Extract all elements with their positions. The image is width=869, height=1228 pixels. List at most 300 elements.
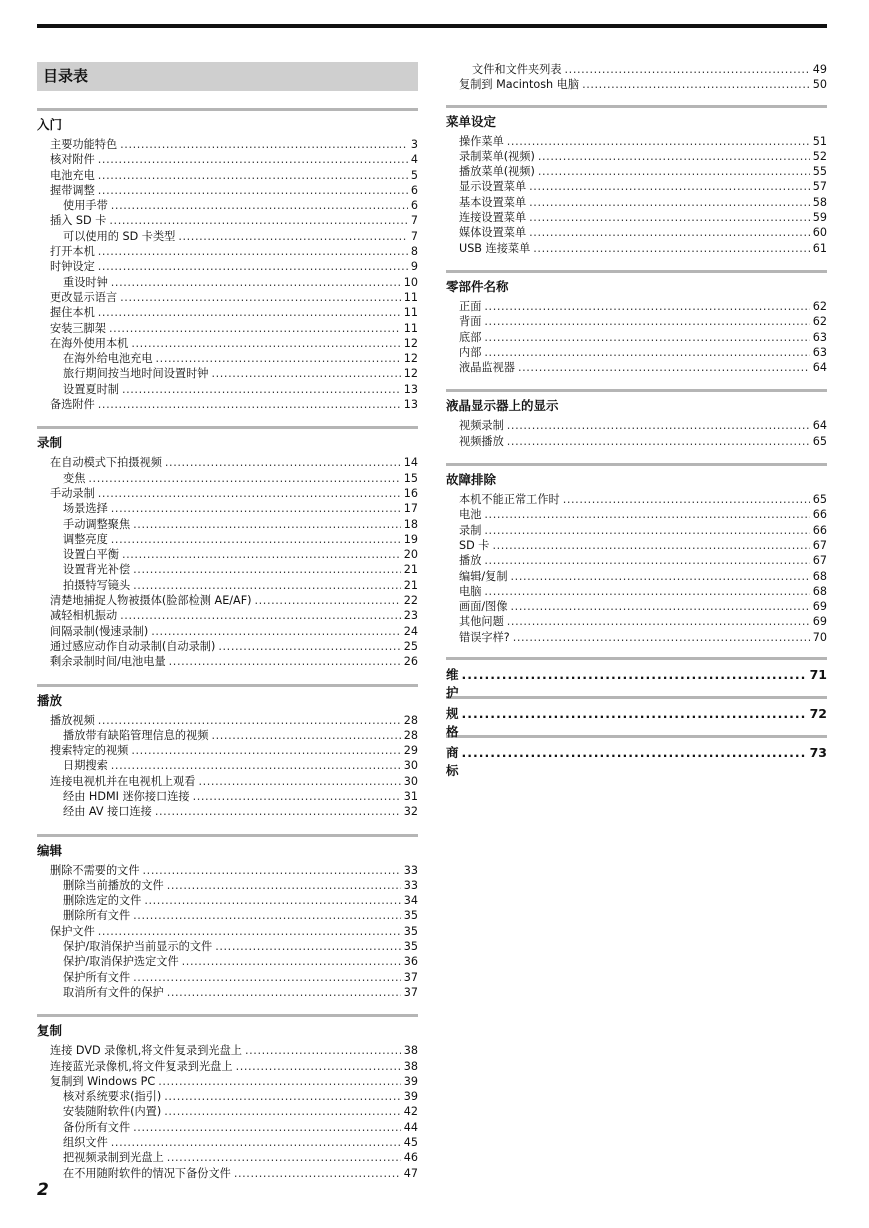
toc-entry-page: 25 <box>403 639 418 653</box>
dot-leader <box>218 639 400 654</box>
dot-leader <box>98 486 401 501</box>
toc-entry-page: 30 <box>403 759 418 773</box>
toc-entry[interactable] <box>37 1104 418 1119</box>
toc-entry-title: 经由 AV 接口连接 <box>63 805 152 819</box>
toc-entry-title: 拍摄特写镜头 <box>63 578 131 592</box>
toc-entry[interactable] <box>37 608 418 623</box>
toc-entry-page: 47 <box>403 1166 418 1180</box>
toc-entry-page: 32 <box>403 805 418 819</box>
toc-entry[interactable] <box>37 137 418 152</box>
toc-entry[interactable] <box>446 314 827 329</box>
toc-entry[interactable] <box>37 924 418 939</box>
section-heading[interactable]: 零部件名称 <box>446 270 827 296</box>
dot-leader <box>98 305 401 320</box>
toc-entry[interactable] <box>37 517 418 532</box>
toc-entry[interactable] <box>37 578 418 593</box>
dot-leader <box>98 259 408 274</box>
toc-entry[interactable] <box>37 183 418 198</box>
toc-entry-title: 旅行期间按当地时间设置时钟 <box>63 367 209 381</box>
toc-entry[interactable] <box>37 547 418 562</box>
toc-entry-title: 保护/取消保护选定文件 <box>63 955 179 969</box>
dot-leader <box>215 939 401 954</box>
dot-leader <box>178 229 408 244</box>
toc-entry[interactable] <box>37 305 418 320</box>
toc-entry-page: 38 <box>403 1059 418 1073</box>
toc-entry-page: 14 <box>403 456 418 470</box>
toc-section <box>37 834 418 1001</box>
toc-entry[interactable] <box>37 789 418 804</box>
toc-entry-title: 播放 <box>459 554 482 568</box>
toc-entry[interactable] <box>446 523 827 538</box>
toc-entry-page: 67 <box>812 538 827 552</box>
toc-entry-page: 45 <box>403 1136 418 1150</box>
toc-entry-page: 13 <box>403 398 418 412</box>
toc-entry[interactable] <box>37 455 418 470</box>
dot-leader <box>462 705 807 723</box>
toc-entry-title: 备份所有文件 <box>63 1120 131 1134</box>
toc-entry-title: 播放带有缺陷管理信息的视频 <box>63 728 209 742</box>
dot-leader <box>88 471 400 486</box>
dot-leader <box>234 1166 401 1181</box>
toc-entry-page: 59 <box>812 211 827 225</box>
toc-entry[interactable] <box>37 954 418 969</box>
dot-leader <box>156 351 401 366</box>
dot-leader <box>511 569 810 584</box>
toc-entry[interactable] <box>446 330 827 345</box>
toc-entry-page: 24 <box>403 624 418 638</box>
dot-leader <box>109 213 407 228</box>
toc-entry-title: 调整亮度 <box>63 532 108 546</box>
toc-entry[interactable] <box>37 893 418 908</box>
toc-entry-title: 组织文件 <box>63 1136 108 1150</box>
toc-entry-title: 保护文件 <box>50 924 95 938</box>
toc-entry[interactable] <box>446 569 827 584</box>
toc-entry-page: 73 <box>809 745 827 761</box>
section-heading[interactable]: 编辑 <box>37 834 418 860</box>
dot-leader <box>133 970 401 985</box>
toc-entry-title: 时钟设定 <box>50 260 95 274</box>
dot-leader <box>143 863 401 878</box>
toc-entry-page: 21 <box>403 563 418 577</box>
dot-leader <box>122 547 401 562</box>
toc-entry-page: 17 <box>403 502 418 516</box>
toc-entry[interactable] <box>37 878 418 893</box>
toc-entry-title: 备选附件 <box>50 398 95 412</box>
toc-entry-title: 在自动模式下拍摄视频 <box>50 456 162 470</box>
toc-entry-page: 62 <box>812 299 827 313</box>
toc-entry-page: 21 <box>403 578 418 592</box>
toc-entry-page: 67 <box>812 554 827 568</box>
toc-entry[interactable] <box>37 1043 418 1058</box>
toc-entry[interactable] <box>446 630 827 645</box>
toc-entry[interactable] <box>37 321 418 336</box>
toc-entry-title: 基本设置菜单 <box>459 195 527 209</box>
dot-leader <box>109 321 401 336</box>
toc-entry-title: 取消所有文件的保护 <box>63 985 164 999</box>
toc-entry[interactable] <box>446 164 827 179</box>
dot-leader <box>167 878 401 893</box>
toc-entry-title: 媒体设置菜单 <box>459 226 527 240</box>
toc-section <box>37 426 418 669</box>
toc-entry[interactable] <box>37 501 418 516</box>
toc-entry[interactable] <box>37 804 418 819</box>
toc-section <box>37 1014 418 1181</box>
toc-entry[interactable] <box>37 290 418 305</box>
toc-entry[interactable] <box>446 179 827 194</box>
dot-leader <box>111 758 401 773</box>
toc-section <box>446 389 827 449</box>
dot-leader <box>255 593 401 608</box>
toc-entry[interactable] <box>446 614 827 629</box>
dot-leader <box>484 299 809 314</box>
toc-entry-title: 清楚地捕捉人物被摄体(脸部检测 AE/AF) <box>50 594 252 608</box>
toc-entry[interactable] <box>37 593 418 608</box>
toc-entry[interactable] <box>37 1120 418 1135</box>
section-heading[interactable]: 入门 <box>37 108 418 134</box>
dot-leader <box>98 924 401 939</box>
toc-entry-title: 删除不需要的文件 <box>50 863 140 877</box>
toc-entry-page: 20 <box>403 548 418 562</box>
dot-leader <box>182 954 401 969</box>
dot-leader <box>236 1059 401 1074</box>
toc-entry[interactable] <box>37 743 418 758</box>
section-heading[interactable]: 录制 <box>37 426 418 452</box>
toc-entry-title: 打开本机 <box>50 245 95 259</box>
toc-entry-title: 删除当前播放的文件 <box>63 878 164 892</box>
toc-entry[interactable] <box>446 418 827 433</box>
toc-entry-page: 19 <box>403 532 418 546</box>
toc-entry-title: 插入 SD 卡 <box>50 214 107 228</box>
toc-entry-title: 主要功能特色 <box>50 138 118 151</box>
dot-leader <box>484 314 809 329</box>
toc-entry[interactable] <box>37 532 418 547</box>
toc-entry-page: 35 <box>403 940 418 954</box>
dot-leader <box>507 434 810 449</box>
dot-leader <box>462 666 807 684</box>
toc-entry-page: 57 <box>812 180 827 194</box>
dot-leader <box>120 608 401 623</box>
dot-leader <box>120 290 401 305</box>
toc-entry-page: 37 <box>403 970 418 984</box>
toc-entry-page: 66 <box>812 523 827 537</box>
dot-leader <box>193 789 401 804</box>
toc-entry-page: 15 <box>403 471 418 485</box>
toc-entry-page: 7 <box>410 229 418 243</box>
toc-entry-page: 23 <box>403 609 418 623</box>
toc-entry-title: 变焦 <box>63 471 86 485</box>
toc-entry-page: 52 <box>812 149 827 163</box>
toc-entry[interactable] <box>37 244 418 259</box>
toc-entry-page: 58 <box>812 195 827 209</box>
toc-entry-page: 6 <box>410 199 418 213</box>
toc-entry-title: 连接设置菜单 <box>459 211 527 225</box>
toc-entry-page: 50 <box>812 78 827 92</box>
dot-leader <box>462 744 807 762</box>
toc-entry-page: 11 <box>403 290 418 304</box>
toc-entry-title: 显示设置菜单 <box>459 180 527 194</box>
toc-entry[interactable] <box>37 713 418 728</box>
dot-leader <box>133 562 401 577</box>
toc-entry-title: 连接 DVD 录像机,将文件复录到光盘上 <box>50 1044 242 1058</box>
section-heading[interactable]: 播放 <box>37 684 418 710</box>
dot-leader <box>169 654 401 669</box>
toc-entry-title: 可以使用的 SD 卡类型 <box>63 229 176 243</box>
dot-leader <box>484 345 809 360</box>
toc-entry-page: 63 <box>812 345 827 359</box>
dot-leader <box>507 418 810 433</box>
dot-leader <box>120 137 408 152</box>
toc-entry-title: 商标 <box>446 745 459 779</box>
section-heading[interactable]: 复制 <box>37 1014 418 1040</box>
toc-entry[interactable] <box>37 639 418 654</box>
toc-entry-title: 安装随附软件(内置) <box>63 1105 162 1119</box>
dot-leader <box>529 195 810 210</box>
toc-entry-page: 11 <box>403 306 418 320</box>
toc-entry[interactable] <box>37 970 418 985</box>
dot-leader <box>155 804 401 819</box>
toc-entry-title: 画面/图像 <box>459 600 508 614</box>
page-number: 2 <box>37 1180 49 1200</box>
dot-leader <box>211 728 400 743</box>
toc-entry-page: 62 <box>812 315 827 329</box>
dot-leader <box>151 624 401 639</box>
toc-entry-title: 更改显示语言 <box>50 290 118 304</box>
toc-entry[interactable] <box>37 382 418 397</box>
toc-entry-title: 文件和文件夹列表 <box>472 63 562 76</box>
dot-leader <box>133 908 401 923</box>
toc-entry[interactable] <box>446 553 827 568</box>
dot-leader <box>167 985 401 1000</box>
toc-entry-title: 视频播放 <box>459 434 504 448</box>
toc-entry-page: 63 <box>812 330 827 344</box>
toc-entry[interactable] <box>37 168 418 183</box>
toc-entry[interactable] <box>37 939 418 954</box>
toc-entry-title: 保护所有文件 <box>63 970 131 984</box>
toc-entry-title: 复制到 Macintosh 电脑 <box>459 78 580 92</box>
toc-entry[interactable] <box>446 345 827 360</box>
page-title: 目录表 <box>37 62 418 91</box>
toc-entry[interactable] <box>446 434 827 449</box>
section-heading[interactable]: 故障排除 <box>446 463 827 489</box>
toc-entry[interactable] <box>446 538 827 553</box>
toc-entry[interactable] <box>37 152 418 167</box>
toc-entry-title: 连接电视机并在电视机上观看 <box>50 774 196 788</box>
toc-entry[interactable] <box>37 863 418 878</box>
toc-entry-page: 4 <box>410 153 418 167</box>
toc-entry-title: 正面 <box>459 299 482 313</box>
toc-entry-title: 间隔录制(慢速录制) <box>50 624 149 638</box>
toc-entry-page: 70 <box>812 630 827 644</box>
dot-leader <box>111 198 408 213</box>
toc-entry[interactable] <box>446 584 827 599</box>
dot-leader <box>133 1120 401 1135</box>
toc-entry[interactable] <box>446 225 827 240</box>
toc-major-entry[interactable] <box>446 735 827 779</box>
toc-entry[interactable] <box>37 471 418 486</box>
toc-entry[interactable] <box>446 149 827 164</box>
dot-leader <box>511 599 810 614</box>
toc-entry[interactable] <box>446 210 827 225</box>
toc-entry-page: 33 <box>403 863 418 877</box>
toc-entry[interactable] <box>446 299 827 314</box>
dot-leader <box>164 1104 401 1119</box>
toc-entry-page: 16 <box>403 486 418 500</box>
dot-leader <box>492 538 809 553</box>
toc-entry[interactable] <box>37 229 418 244</box>
dot-leader <box>133 517 401 532</box>
toc-entry[interactable] <box>37 486 418 501</box>
toc-entry-page: 6 <box>410 183 418 197</box>
toc-entry[interactable] <box>37 985 418 1000</box>
toc-entry[interactable] <box>37 1089 418 1104</box>
dot-leader <box>98 183 408 198</box>
toc-section <box>37 684 418 820</box>
toc-entry[interactable] <box>446 492 827 507</box>
dot-leader <box>211 366 400 381</box>
toc-entry-title: 维护 <box>446 667 459 701</box>
toc-entry-title: 播放视频 <box>50 713 95 727</box>
toc-entry[interactable] <box>37 198 418 213</box>
toc-entry[interactable] <box>37 654 418 669</box>
dot-leader <box>245 1043 401 1058</box>
right-big-entries <box>446 657 827 779</box>
toc-entry[interactable] <box>37 1166 418 1181</box>
toc-entry-page: 65 <box>812 493 827 507</box>
toc-entry[interactable] <box>37 1074 418 1089</box>
toc-entry-title: 复制到 Windows PC <box>50 1074 156 1088</box>
toc-major-entry[interactable] <box>446 657 827 701</box>
toc-entry-page: 13 <box>403 382 418 396</box>
right-sections <box>446 105 827 645</box>
dot-leader <box>167 1150 401 1165</box>
toc-entry[interactable] <box>37 1150 418 1165</box>
toc-entry-page: 35 <box>403 924 418 938</box>
toc-entry-title: 内部 <box>459 345 482 359</box>
toc-entry-title: 安装三脚架 <box>50 321 106 335</box>
toc-entry[interactable] <box>37 351 418 366</box>
dot-leader <box>164 1089 401 1104</box>
toc-entry-page: 61 <box>812 241 827 255</box>
toc-entry[interactable] <box>446 134 827 149</box>
toc-entry-title: 握带调整 <box>50 183 95 197</box>
toc-entry-title: 握住本机 <box>50 306 95 320</box>
toc-entry-title: 电池充电 <box>50 168 95 182</box>
toc-entry-page: 5 <box>410 168 418 182</box>
toc-entry[interactable] <box>37 624 418 639</box>
toc-entry-page: 44 <box>403 1120 418 1134</box>
dot-leader <box>133 578 401 593</box>
toc-entry[interactable] <box>446 360 827 375</box>
dot-leader <box>131 336 400 351</box>
toc-entry-page: 42 <box>403 1105 418 1119</box>
toc-entry-title: 其他问题 <box>459 615 504 629</box>
toc-entry-page: 55 <box>812 165 827 179</box>
toc-entry[interactable] <box>37 397 418 412</box>
dot-leader <box>165 455 401 470</box>
toc-entry[interactable] <box>37 562 418 577</box>
toc-entry-title: 错误字样? <box>459 630 510 644</box>
dot-leader <box>518 360 810 375</box>
toc-entry[interactable] <box>446 62 827 77</box>
toc-entry-page: 22 <box>403 594 418 608</box>
toc-entry-title: 保护/取消保护当前显示的文件 <box>63 940 213 954</box>
toc-section <box>446 270 827 375</box>
toc-major-entry[interactable] <box>446 696 827 740</box>
toc-entry-page: 71 <box>809 667 827 683</box>
toc-entry-title: 通过感应动作自动录制(自动录制) <box>50 639 216 653</box>
toc-entry-page: 26 <box>403 655 418 669</box>
toc-entry-title: 剩余录制时间/电池电量 <box>50 655 166 669</box>
dot-leader <box>484 584 809 599</box>
toc-entry-title: USB 连接菜单 <box>459 241 531 255</box>
toc-entry[interactable] <box>37 336 418 351</box>
toc-entry[interactable] <box>37 259 418 274</box>
toc-entry-title: 手动录制 <box>50 486 95 500</box>
toc-entry[interactable] <box>37 728 418 743</box>
toc-entry-title: 规格 <box>446 706 459 740</box>
toc-entry[interactable] <box>37 758 418 773</box>
dot-leader <box>111 1135 401 1150</box>
toc-entry[interactable] <box>446 241 827 256</box>
dot-leader <box>582 77 810 92</box>
toc-entry[interactable] <box>37 1059 418 1074</box>
toc-entry[interactable] <box>37 908 418 923</box>
toc-entry-page: 39 <box>403 1090 418 1104</box>
toc-entry[interactable] <box>37 774 418 789</box>
toc-entry-page: 69 <box>812 615 827 629</box>
toc-entry-title: 录制 <box>459 523 482 537</box>
toc-entry-title: 手动调整聚焦 <box>63 517 131 531</box>
toc-entry-title: 使用手带 <box>63 199 108 213</box>
dot-leader <box>198 774 400 789</box>
dot-leader <box>98 168 408 183</box>
toc-entry-page: 30 <box>403 774 418 788</box>
dot-leader <box>538 149 810 164</box>
toc-entry-page: 37 <box>403 985 418 999</box>
toc-entry-page: 12 <box>403 352 418 366</box>
toc-entry[interactable] <box>37 213 418 228</box>
toc-entry[interactable] <box>446 195 827 210</box>
toc-entry-page: 7 <box>410 214 418 228</box>
dot-leader <box>131 743 400 758</box>
toc-entry[interactable] <box>37 366 418 381</box>
toc-entry-title: 在海外给电池充电 <box>63 352 153 366</box>
dot-leader <box>507 134 810 149</box>
dot-leader <box>529 225 810 240</box>
left-sections <box>37 108 418 1181</box>
toc-entry-title: 电池 <box>459 508 482 522</box>
section-heading[interactable]: 液晶显示器上的显示 <box>446 389 827 415</box>
section-heading[interactable]: 菜单设定 <box>446 105 827 131</box>
toc-entry-page: 8 <box>410 245 418 259</box>
toc-entry-title: 在不用随附软件的情况下备份文件 <box>63 1166 231 1180</box>
toc-entry[interactable] <box>37 275 418 290</box>
toc-entry[interactable] <box>446 507 827 522</box>
toc-entry-title: 本机不能正常工作时 <box>459 493 560 507</box>
toc-entry-title: 录制菜单(视频) <box>459 149 535 163</box>
toc-entry[interactable] <box>446 599 827 614</box>
toc-entry[interactable] <box>37 1135 418 1150</box>
toc-entry-page: 51 <box>812 134 827 148</box>
dot-leader <box>122 382 401 397</box>
toc-entry-title: 删除所有文件 <box>63 909 131 923</box>
toc-entry[interactable] <box>446 77 827 92</box>
toc-entry-title: 核对系统要求(指引) <box>63 1090 162 1104</box>
toc-entry-page: 64 <box>812 419 827 433</box>
toc-entry-page: 31 <box>403 789 418 803</box>
toc-entry-title: 设置背光补偿 <box>63 563 131 577</box>
toc-entry-title: 连接蓝光录像机,将文件复录到光盘上 <box>50 1059 233 1073</box>
